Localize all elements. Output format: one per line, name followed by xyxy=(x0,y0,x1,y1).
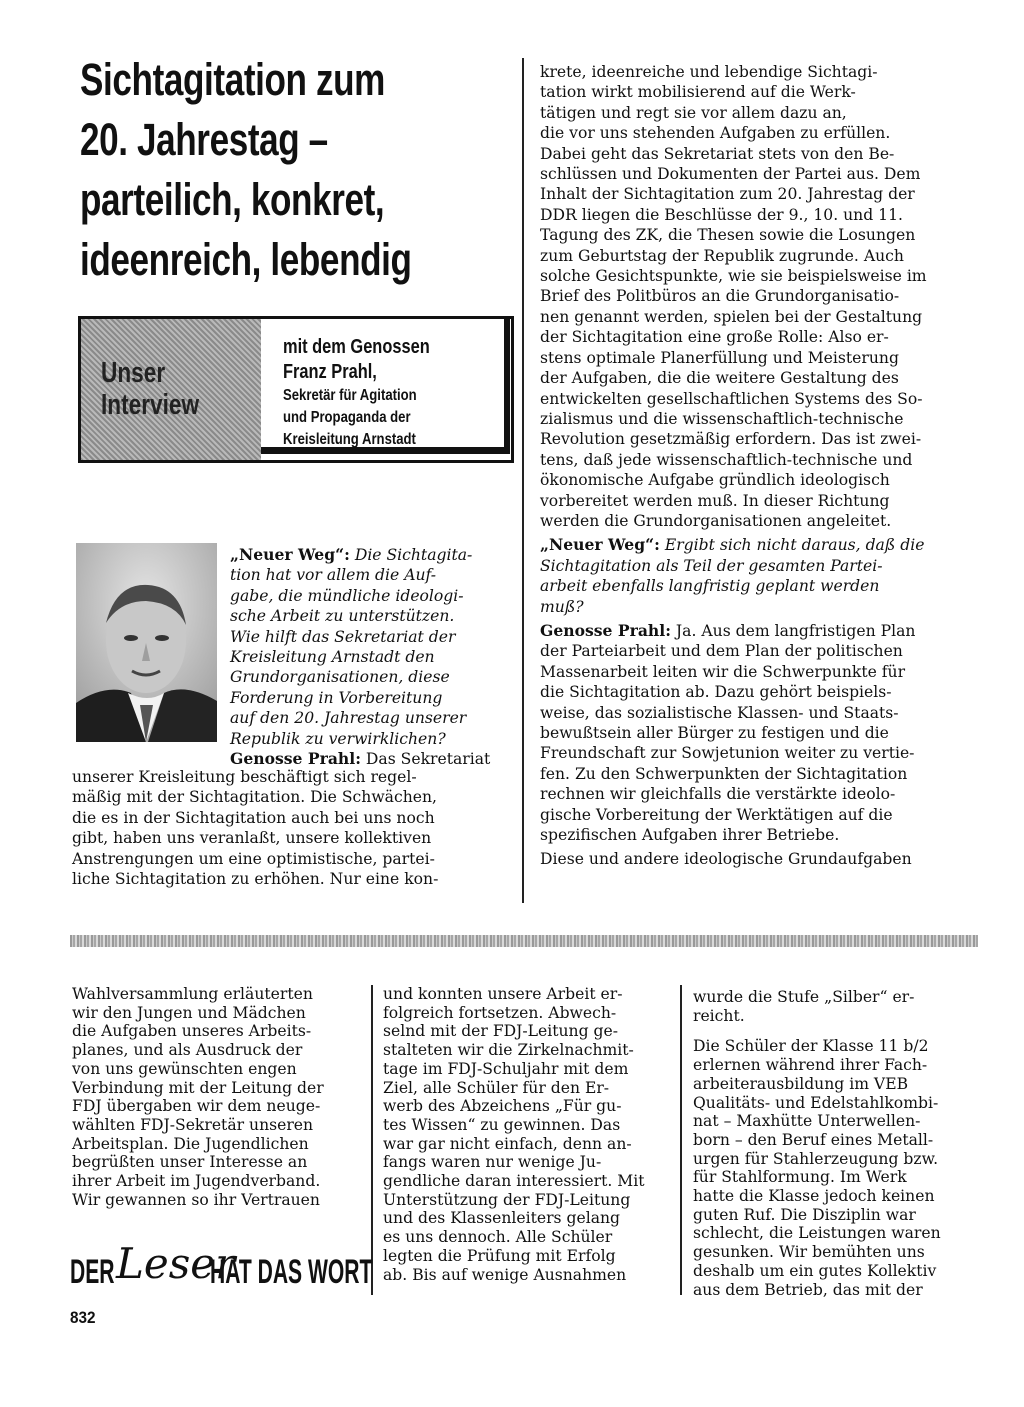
letter-line: Arbeitsplan. Die Jugendlichen xyxy=(72,1134,309,1153)
answer-line: fen. Zu den Schwerpunkten der Sichtagitation xyxy=(540,764,908,783)
interview-tag-text xyxy=(101,357,199,421)
answer-line: krete, ideenreiche und lebendige Sichtagi- xyxy=(540,63,878,81)
letter-line: wir den Jungen und Mädchen xyxy=(72,1003,306,1022)
answer-line: die Sichtagitation ab. Dazu gehört beispiels- xyxy=(540,683,892,702)
letter-line: urgen für Stahlerzeugung bzw. xyxy=(693,1149,939,1168)
interview-tag-line: Interview xyxy=(101,389,200,421)
question-line: Die Sichtagita- xyxy=(354,546,473,564)
answer-line: zum Geburtstag der Republik zugrunde. Auch xyxy=(540,246,904,265)
answer-line: stens optimale Planerfüllung und Meisterung xyxy=(540,348,899,367)
letter-line: FDJ übergaben wir dem neuge- xyxy=(72,1097,321,1116)
answer-line: entwickelten gesellschaftlichen Systems des So- xyxy=(540,389,923,408)
answer-line: liche Sichtagitation zu erhöhen. Nur eine kon- xyxy=(72,870,439,889)
letter-line: Wir gewannen so ihr Vertrauen xyxy=(72,1190,320,1209)
answer-line: spezifischen Aufgaben ihrer Betriebe. xyxy=(540,826,840,845)
letter-line: hatte die Klasse jedoch keinen xyxy=(693,1187,935,1206)
interviewee-line: mit dem Genossen xyxy=(283,336,430,358)
question-1-block xyxy=(230,545,513,769)
page-number: 832 xyxy=(70,1308,96,1327)
answer-line: Diese und andere ideologische Grundaufgaben xyxy=(540,850,912,869)
headline-line: 20. Jahrestag – xyxy=(80,114,328,165)
answer-line: Brief des Politbüros an die Grundorganisatio- xyxy=(540,287,900,306)
answer-line: Dabei geht das Sekretariat stets von den Be- xyxy=(540,144,895,163)
question-line: gabe, die mündliche ideologi- xyxy=(230,586,464,605)
letter-line: arbeiterausbildung im VEB xyxy=(693,1074,909,1093)
letter-line: war gar nicht einfach, denn an- xyxy=(383,1134,632,1153)
answer-line: zialismus und die wissenschaftlich-technische xyxy=(540,409,904,428)
interviewee-credits xyxy=(283,335,430,451)
speaker-genosse-prahl: Genosse Prahl: xyxy=(230,749,361,769)
letter-line: stalteten wir die Zirkelnachmit- xyxy=(383,1041,634,1060)
masthead-right: HAT DAS WORT xyxy=(210,1253,373,1291)
interviewee-line: Kreisleitung Arnstadt xyxy=(283,431,416,448)
letter-line: reicht. xyxy=(693,1006,745,1025)
speaker-genosse-prahl: Genosse Prahl: xyxy=(540,620,671,640)
letter-line: ihrer Arbeit im Jugendverband. xyxy=(72,1172,321,1191)
letter-line: die Aufgaben unseres Arbeits- xyxy=(72,1022,312,1041)
interview-tag-line: Unser xyxy=(101,357,166,389)
question-line: Republik zu verwirklichen? xyxy=(230,729,446,748)
letter-line: und konnten unsere Arbeit er- xyxy=(383,985,623,1003)
letter-column-3 xyxy=(693,988,973,1299)
answer-line: tätigen und regt sie vor allem dazu an, xyxy=(540,103,847,122)
masthead-script: Leser xyxy=(116,1239,236,1288)
letter-line: guten Ruf. Die Disziplin war xyxy=(693,1205,916,1224)
answer-line: mäßig mit der Sichtagitation. Die Schwächen, xyxy=(72,788,437,807)
question-line: Forderung in Vorbereitung xyxy=(230,688,443,707)
answer-line: Revolution gesetzmäßig erfordern. Das ist zwei- xyxy=(540,430,922,449)
answer-line: die vor uns stehenden Aufgaben zu erfüllen. xyxy=(540,124,891,143)
letter-line: wählten FDJ-Sekretär unseren xyxy=(72,1115,314,1134)
speaker-neuer-weg: „Neuer Weg“: xyxy=(540,535,660,555)
portrait-photo-graphic xyxy=(76,543,217,742)
letter-line: planes, und als Ausdruck der xyxy=(72,1041,303,1060)
letter-line: legten die Prüfung mit Erfolg xyxy=(383,1246,616,1265)
letter-line: erlernen während ihrer Fach- xyxy=(693,1056,928,1075)
answer-line: der Aufgaben, die die weitere Gestaltung des xyxy=(540,369,899,388)
question-line: Ergibt sich nicht daraus, daß die xyxy=(664,536,925,555)
answer-line: vorbereitet werden muß. In dieser Richtung xyxy=(540,491,890,510)
answer-line: schlüssen und Dokumenten der Partei aus. Dem xyxy=(540,165,921,184)
letter-line: Verbindung mit der Leitung der xyxy=(72,1078,324,1097)
answer-line: nen genannt werden, spielen bei der Gestaltung xyxy=(540,307,923,326)
letter-line: tage im FDJ-Schuljahr mit dem xyxy=(383,1059,629,1078)
headline-line: ideenreich, lebendig xyxy=(80,234,412,285)
portrait-photo-icon xyxy=(76,543,217,742)
letter-column-2 xyxy=(383,985,663,1284)
answer-line: gische Vorbereitung der Werktätigen auf die xyxy=(540,805,893,824)
letter-line: begrüßten unser Interesse an xyxy=(72,1153,308,1172)
answer-line: bewußtsein aller Bürger zu festigen und die xyxy=(540,724,889,742)
letter-line: selnd mit der FDJ-Leitung ge- xyxy=(383,1022,619,1041)
question-line: auf den 20. Jahrestag unserer xyxy=(230,709,467,728)
question-line: muß? xyxy=(540,597,584,616)
column-divider xyxy=(680,985,682,1295)
letter-line: fangs waren nur wenige Ju- xyxy=(383,1153,602,1172)
letter-line: schlecht, die Leistungen waren xyxy=(693,1224,941,1243)
interviewee-line: und Propaganda der xyxy=(283,409,411,426)
answer-line: Ja. Aus dem langfristigen Plan xyxy=(675,621,916,640)
interview-box xyxy=(78,316,514,463)
answer-1-block xyxy=(72,767,513,889)
letter-line: aus dem Betrieb, das mit der xyxy=(693,1280,923,1299)
question-line: Grundorganisationen, diese xyxy=(230,668,450,687)
speaker-neuer-weg: „Neuer Weg“: xyxy=(230,545,350,564)
masthead-left: DER xyxy=(70,1253,115,1291)
question-line: Wie hilft das Sekretariat der xyxy=(230,627,456,646)
letter-line: ab. Bis auf wenige Ausnahmen xyxy=(383,1265,627,1284)
answer-line: solche Gesichtspunkte, wie sie beispielsweise im xyxy=(540,267,927,286)
answer-line: Tagung des ZK, die Thesen sowie die Losungen xyxy=(540,226,916,245)
question-line: arbeit ebenfalls langfristig geplant werden xyxy=(540,577,880,596)
letter-line: von uns gewünschten engen xyxy=(72,1059,297,1078)
letter-line: und des Klassenleiters gelang xyxy=(383,1209,621,1228)
answer-line: tens, daß jede wissenschaftlich-technische und xyxy=(540,450,913,469)
column-divider xyxy=(522,58,524,903)
letter-line: born – den Beruf eines Metall- xyxy=(693,1130,934,1149)
question-line: Kreisleitung Arnstadt den xyxy=(230,648,435,667)
answer-line: Massenarbeit leiten wir die Schwerpunkte für xyxy=(540,662,906,681)
headline-line: Sichtagitation zum xyxy=(80,54,385,105)
answer-line: unserer Kreisleitung beschäftigt sich regel- xyxy=(72,768,417,786)
interview-tag xyxy=(81,319,261,460)
letter-line: wurde die Stufe „Silber“ er- xyxy=(693,988,915,1006)
section-divider xyxy=(70,935,978,947)
answer-line: ökonomische Aufgabe gründlich ideologisch xyxy=(540,471,890,490)
answer-line: Anstrengungen um eine optimistische, partei- xyxy=(72,849,435,868)
letter-line: Wahlversammlung erläuterten xyxy=(72,985,313,1003)
question-line: tion hat vor allem die Auf- xyxy=(230,566,437,585)
answer-line: der Parteiarbeit und dem Plan der politischen xyxy=(540,642,903,661)
letter-line: nat – Maxhütte Unterwellen- xyxy=(693,1112,921,1131)
column-divider xyxy=(371,985,373,1295)
answer-line: Freundschaft zur Sowjetunion weiter zu vertie- xyxy=(540,744,915,763)
headline-line: parteilich, konkret, xyxy=(80,174,385,225)
letter-line: Ziel, alle Schüler für den Er- xyxy=(383,1078,610,1097)
letter-line: tes Wissen“ zu gewinnen. Das xyxy=(383,1115,621,1134)
answer-line: tation wirkt mobilisierend auf die Werk- xyxy=(540,83,856,102)
letter-line: Die Schüler der Klasse 11 b/2 xyxy=(693,1037,929,1056)
headline xyxy=(80,50,412,290)
letter-line: es uns dennoch. Alle Schüler xyxy=(383,1228,613,1247)
letter-line: für Stahlformung. Im Werk xyxy=(693,1168,907,1187)
letter-line: gendliche daran interessiert. Mit xyxy=(383,1172,645,1191)
answer-line: werden die Grundorganisationen angeleitet. xyxy=(540,511,892,530)
answer-line: DDR liegen die Beschlüsse der 9., 10. und 11. xyxy=(540,205,903,224)
letter-line: deshalb um ein gutes Kollektiv xyxy=(693,1261,937,1280)
answer-line: Inhalt der Sichtagitation zum 20. Jahrestag der xyxy=(540,185,915,204)
answer-line: gibt, haben uns veranlaßt, unsere kollektiven xyxy=(72,829,432,848)
interviewee-line: Sekretär für Agitation xyxy=(283,387,417,404)
interview-panel xyxy=(261,319,510,454)
letter-line: folgreich fortsetzen. Abwech- xyxy=(383,1003,617,1022)
question-line: sche Arbeit zu unterstützen. xyxy=(230,607,455,626)
answer-line: die es in der Sichtagitation auch bei uns noch xyxy=(72,808,435,827)
letter-column-1 xyxy=(72,985,352,1209)
answer-line: weise, das sozialistische Klassen- und Staats- xyxy=(540,703,899,722)
letter-line: gesunken. Wir bemühten uns xyxy=(693,1243,925,1262)
letter-line: Qualitäts- und Edelstahlkombi- xyxy=(693,1093,939,1112)
letter-line: werb des Abzeichens „Für gu- xyxy=(383,1097,622,1116)
answer-line: der Sichtagitation eine große Rolle: Also er- xyxy=(540,328,889,347)
interviewee-line: Franz Prahl, xyxy=(283,361,377,383)
answer-line: Das Sekretariat xyxy=(365,750,491,769)
answer-1-continued xyxy=(540,62,980,870)
answer-line: rechnen wir gleichfalls die verstärkte ideolo- xyxy=(540,785,896,804)
letter-line: Unterstützung der FDJ-Leitung xyxy=(383,1190,631,1209)
question-line: Sichtagitation als Teil der gesamten Partei- xyxy=(540,556,883,575)
